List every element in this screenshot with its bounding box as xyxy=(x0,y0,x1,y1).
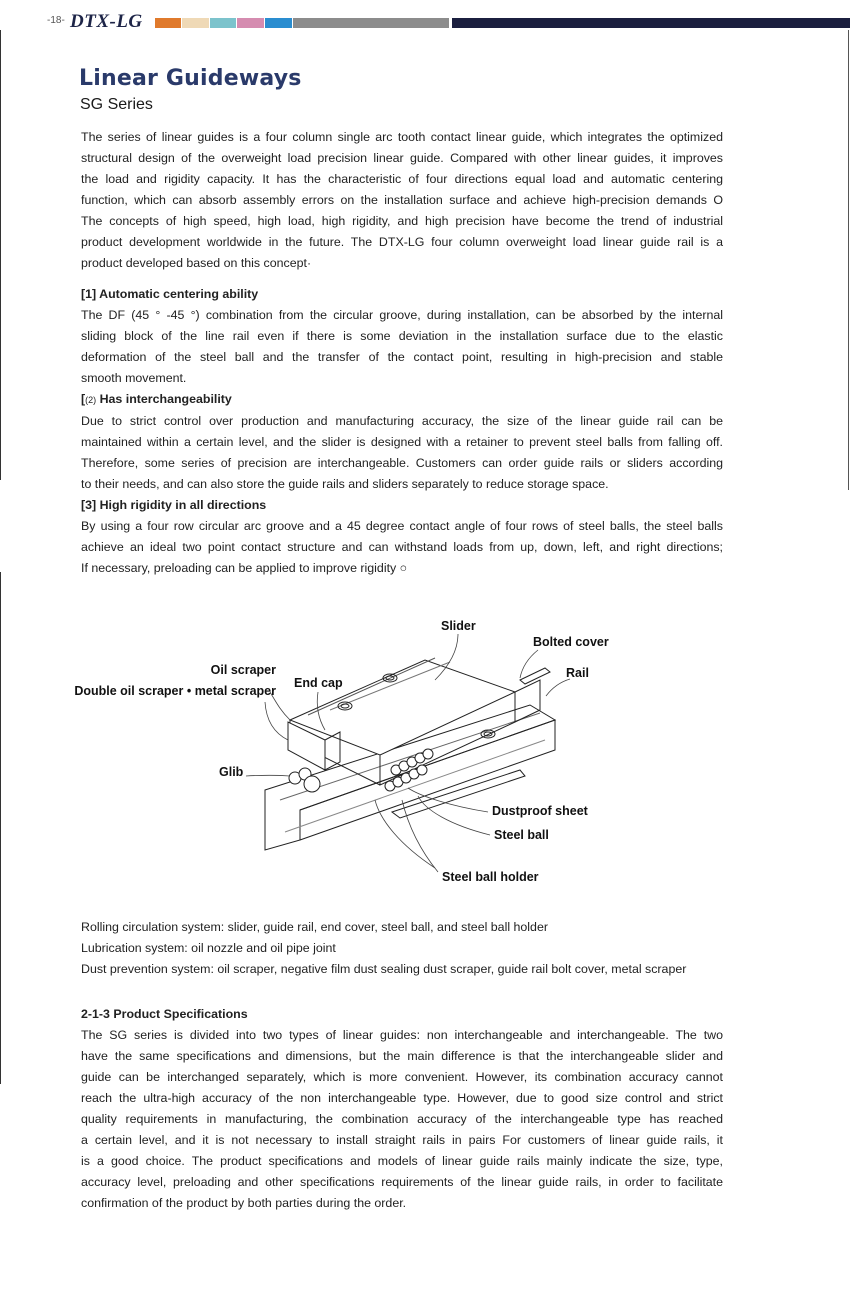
color-strip-gray xyxy=(293,18,449,28)
color-strip-beige xyxy=(182,18,209,28)
color-strip-teal xyxy=(210,18,236,28)
heading-number: (2) xyxy=(85,395,97,405)
feature-heading-rigidity: [3] High rigidity in all directions xyxy=(81,498,267,512)
text-line: smooth movement. xyxy=(81,371,187,385)
text-line: The series of linear guides is a four column single arc tooth contact linear guide, which integrates the optimized xyxy=(81,130,723,144)
text-line: deformation of the steel ball and the transfer of the contact point, resulting in high-precision and stable xyxy=(81,350,723,364)
label-end-cap: End cap xyxy=(294,676,343,690)
heading-text: Has interchangeability xyxy=(96,392,232,406)
label-steel-ball-holder: Steel ball holder xyxy=(442,870,539,884)
text-line: product developed based on this concept· xyxy=(81,256,312,270)
feature-heading-interchangeability xyxy=(81,389,723,411)
text-line: By using a four row circular arc groove and a 45 degree contact angle of four rows of steel balls, the steel balls xyxy=(81,519,723,533)
system-rolling: Rolling circulation system: slider, guide rail, end cover, steel ball, and steel ball holder xyxy=(81,920,548,934)
text-line: The concepts of high speed, high load, high rigidity, and high precision have become the trend of industrial xyxy=(81,214,723,228)
text-line: a certain level, and it is not necessary to install straight rails in pairs For customers of linear guide rails, it xyxy=(81,1133,723,1147)
features-section xyxy=(81,284,723,579)
label-steel-ball: Steel ball xyxy=(494,828,549,842)
label-double-oil-scraper: Double oil scraper • metal scraper xyxy=(74,684,276,698)
page-number: -18- xyxy=(47,15,65,26)
system-lubrication: Lubrication system: oil nozzle and oil pipe joint xyxy=(81,941,336,955)
specs-heading: 2-1-3 Product Specifications xyxy=(81,1007,248,1021)
header-navy-bar xyxy=(452,18,850,28)
text-line: confirmation of the product by both parties during the order. xyxy=(81,1196,407,1210)
text-line: Therefore, some series of precision are interchangeable. Customers can order guide rails or sliders according xyxy=(81,456,723,470)
margin-line-lower xyxy=(0,572,1,1084)
color-strip-pink xyxy=(237,18,264,28)
text-line: product development worldwide in the future. The DTX-LG four column overweight load linear guide rail is a xyxy=(81,235,723,249)
text-line: If necessary, preloading can be applied to improve rigidity ○ xyxy=(81,561,408,575)
label-bolted-cover: Bolted cover xyxy=(533,635,609,649)
text-line: achieve an ideal two point contact structure and can withstand loads from up, down, left, and right directions; xyxy=(81,540,723,554)
label-glib: Glib xyxy=(219,765,244,779)
intro-paragraph xyxy=(81,127,723,274)
brand-logo: DTX-LG xyxy=(70,11,143,32)
page-title: Linear Guideways xyxy=(79,66,302,91)
page-header xyxy=(0,12,850,34)
color-strip-orange xyxy=(155,18,181,28)
text-line: guide can be interchanged separately, which is more convenient. However, its combination accuracy cannot xyxy=(81,1070,723,1084)
text-line: The SG series is divided into two types of linear guides: non interchangeable and interchangeable. The two xyxy=(81,1028,723,1042)
linear-guide-exploded-diagram xyxy=(40,610,680,900)
text-line: maintained within a certain level, and the slider is designed with a retainer to prevent steel balls from falling off. xyxy=(81,435,723,449)
right-margin-line xyxy=(848,30,849,490)
specs-section xyxy=(81,1004,723,1214)
feature-heading-centering: [1] Automatic centering ability xyxy=(81,287,259,301)
text-line: The DF (45 ° -45 °) combination from the circular groove, during installation, can be absorbed by the internal xyxy=(81,308,723,322)
systems-list xyxy=(81,917,723,980)
color-strip-blue xyxy=(265,18,292,28)
text-line: reach the ultra-high accuracy of the non interchangeable type. However, due to good size control and strict xyxy=(81,1091,723,1105)
label-dustproof-sheet: Dustproof sheet xyxy=(492,804,588,818)
page-subtitle: SG Series xyxy=(80,96,153,113)
label-oil-scraper: Oil scraper xyxy=(210,663,276,677)
text-line: structural design of the overweight load precision linear guide. Compared with other linear guides, it improves xyxy=(81,151,723,165)
text-line: the load and rigidity capacity. It has the characteristic of four directions equal load and automatic centering xyxy=(81,172,723,186)
margin-line-upper xyxy=(0,30,1,480)
label-slider: Slider xyxy=(441,619,476,633)
text-line: function, which can absorb assembly errors on the installation surface and achieve high-precision demands O xyxy=(81,193,723,207)
label-rail: Rail xyxy=(566,666,589,680)
text-line: to their needs, and can also store the guide rails and sliders separately to reduce storage space. xyxy=(81,477,609,491)
text-line: Due to strict control over production and manufacturing accuracy, the size of the linear guide rail can be xyxy=(81,414,723,428)
text-line: quality requirements in manufacturing, the combination accuracy of the interchangeable type has reached xyxy=(81,1112,723,1126)
system-dust-prevention: Dust prevention system: oil scraper, negative film dust sealing dust scraper, guide rail bolt cover, metal scraper xyxy=(81,962,687,976)
text-line: have the same specifications and dimensions, but the main difference is that the interchangeable slider and xyxy=(81,1049,723,1063)
text-line: is a good choice. The product specifications and models of linear guide rails mainly indicate the size, type, xyxy=(81,1154,723,1168)
heading-bracket: [ xyxy=(81,392,86,406)
text-line: sliding block of the line rail even if there is some deviation in the installation surface due to the elastic xyxy=(81,329,723,343)
text-line: accuracy level, preloading and other specifications requirements of the linear guide rails, in order to facilitate xyxy=(81,1175,723,1189)
